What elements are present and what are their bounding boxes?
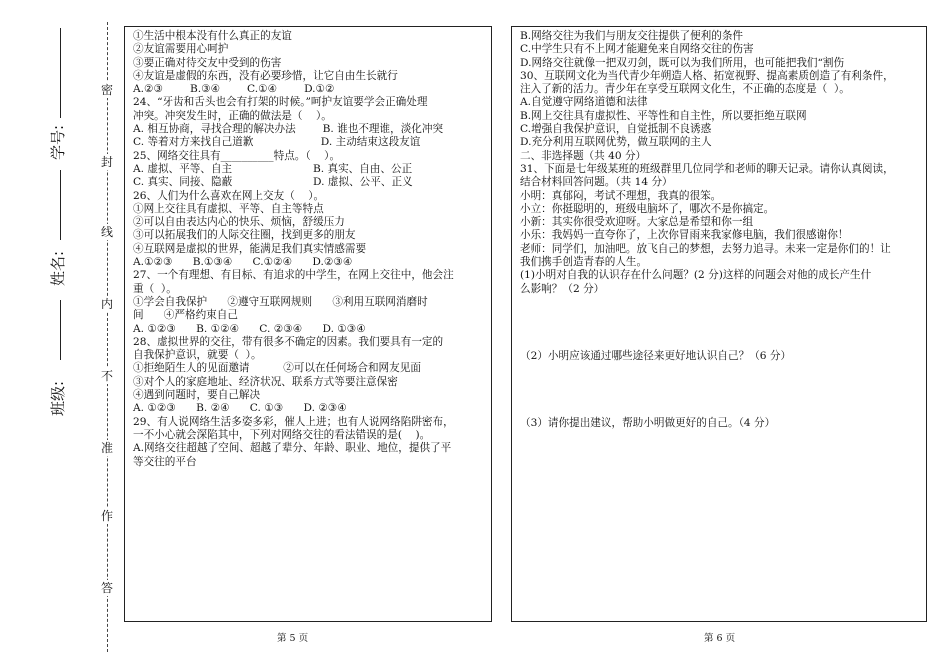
answer-options: A. 虚拟、平等、自主 B. 真实、自由、公正 xyxy=(133,162,413,175)
answer-options: A.①②③ B.①③④ C.①②④ D.②③④ xyxy=(133,256,353,269)
question-line: ①生活中根本没有什么真正的友谊 xyxy=(133,30,292,42)
seal-dashed-line xyxy=(107,22,109,652)
exam-page-right xyxy=(511,26,927,622)
answer-options: A. 相互协商，寻找合理的解决办法 B. 谁也不理谁，淡化冲突 xyxy=(133,123,444,136)
student-id-label: 学号: xyxy=(49,124,68,161)
question-line: ②友谊需要用心呵护 xyxy=(133,43,229,56)
question-line: ③可以拓展我们的人际交往圈，找到更多的朋友 xyxy=(133,229,356,242)
chat-line: 小新：其实你很受欢迎呀。大家总是希望和你一组 xyxy=(520,216,754,229)
answer-options: A. ①②③ B. ①②④ C. ②③④ D. ①③④ xyxy=(133,322,366,335)
seal-char: 作 xyxy=(96,508,118,524)
answer-option: D.充分利用互联网优势，做互联网的主人 xyxy=(520,136,712,149)
chat-line: 小立：你挺聪明的，班级电脑坏了，哪次不是你搞定。 xyxy=(520,202,775,215)
seal-char: 封 xyxy=(96,154,118,170)
question-line: ④友谊是虚假的东西，没有必要珍惜，让它自由生长就行 xyxy=(133,69,398,82)
class-label: 班级: xyxy=(49,380,68,417)
name-label: 姓名: xyxy=(49,250,68,287)
question-line: 24、“牙齿和舌头也会有打架的时候。”呵护友谊要学会正确处理 xyxy=(133,96,428,109)
question-line: 结合材料回答问题。（共 14 分） xyxy=(520,176,673,189)
question-line: 间 ④严格约束自己 xyxy=(133,309,238,322)
student-id-blank-line xyxy=(60,28,61,118)
class-blank-line xyxy=(60,300,61,360)
sub-question: (1)小明对自我的认识存在什么问题？(2 分)这样的问题会对他的成长产生什 xyxy=(520,269,872,282)
chat-line: 我们携手创造青春的人生。 xyxy=(520,256,648,269)
page-number-right: 第 6 页 xyxy=(704,633,736,644)
name-blank-line xyxy=(60,170,61,240)
answer-space xyxy=(520,363,918,417)
question-line: 27、一个有理想、有目标、有追求的中学生，在网上交往中，他会注 xyxy=(133,269,454,282)
question-line: 26、人们为什么喜欢在网上交友（ ）。 xyxy=(133,189,325,202)
question-line: 冲突。冲突发生时，正确的做法是（ ）。 xyxy=(133,109,332,122)
sub-question: 么影响？（2 分） xyxy=(520,282,605,295)
seal-char: 线 xyxy=(96,224,118,240)
question-line: 25、网络交往具有__________特点。（ ）。 xyxy=(133,149,341,162)
question-line: 30、互联网文化为当代青少年朔造人格、拓宽视野、提高素质创造了有利条件， xyxy=(520,69,894,82)
answer-space xyxy=(520,296,918,350)
question-line: D.网络交往就像一把双刃剑，既可以为我们所用，也可能把我们“割伤 xyxy=(520,56,845,69)
exam-page-left xyxy=(124,26,492,622)
question-line: ③要正确对待交友中受到的伤害 xyxy=(133,56,282,69)
question-line: 注入了新的活力。青少年在享受互联网文化生，不正确的态度是（ ）。 xyxy=(520,83,850,96)
answer-option: B.网上交往具有虚拟性、平等性和自主性，所以要拒绝互联网 xyxy=(520,109,807,122)
sub-question-2: （2）小明应该通过哪些途径来更好地认识自己？（6 分） xyxy=(520,349,792,362)
answer-options: A.②③ B.③④ C.①④ D.①② xyxy=(133,83,335,96)
question-line: ①网上交往具有虚拟、平等、自主等特点 xyxy=(133,202,324,215)
question-line: 自我保护意识，就要（ ）。 xyxy=(133,349,262,362)
question-line: 29、有人说网络生活多姿多彩，催人上进；也有人说网络陷阱密布， xyxy=(133,415,454,428)
question-line: ④遇到问题时，要自己解决 xyxy=(133,389,261,402)
chat-line: 小明：真郁闷，考试不理想，我真的很笨。 xyxy=(520,189,722,202)
question-line: 一不小心就会深陷其中，下列对网络交往的看法错误的是( )。 xyxy=(133,428,431,441)
page-number-left: 第 5 页 xyxy=(277,633,309,644)
question-line: 重（ ）。 xyxy=(133,282,177,295)
seal-char: 准 xyxy=(96,440,118,456)
answer-options: C. 等着对方来找自己道歉 D. 主动结束这段友谊 xyxy=(133,136,421,149)
answer-options: C. 真实、同接、隐蔽 D. 虚拟、公平、正义 xyxy=(133,176,413,189)
question-line: C.中学生只有不上网才能避免来自网络交往的伤害 xyxy=(520,43,754,56)
seal-char: 答 xyxy=(96,580,118,596)
chat-line: 小乐：我妈妈一直夸你了，上次你冒雨来我家修电脑，我们很感谢你！ xyxy=(520,229,849,242)
question-line: B.网络交往为我们与朋友交往提供了便利的条件 xyxy=(520,30,744,42)
question-line: 31、下面是七年级某班的班级群里几位同学和老师的聊天记录。请你认真阅读， xyxy=(520,162,894,175)
question-line: ④互联网是虚拟的世界，能满足我们真实情感需要 xyxy=(133,242,367,255)
sub-question-3: （3）请你提出建议，帮助小明做更好的自己。（4 分） xyxy=(520,417,776,430)
question-line: ③对个人的家庭地址、经济状况、联系方式等要注意保密 xyxy=(133,375,398,388)
question-line: ②可以自由表达内心的快乐、烦恼，舒缓压力 xyxy=(133,216,345,229)
seal-char: 不 xyxy=(96,368,118,384)
question-line: 等交往的平台 xyxy=(133,455,197,468)
question-line: ①拒绝陌生人的见面邀请 ②可以在任何场合和网友见面 xyxy=(133,362,421,375)
question-line: 28、虚拟世界的交往，带有很多不确定的因素。我们要具有一定的 xyxy=(133,335,444,348)
seal-char: 内 xyxy=(96,296,118,312)
binding-margin xyxy=(0,0,118,672)
section-heading: 二、非选择题（共 40 分） xyxy=(520,149,647,162)
answer-option: C.增强自我保护意识，自觉抵制不良诱惑 xyxy=(520,123,712,136)
answer-option: A.自觉遵守网络道德和法律 xyxy=(520,96,648,109)
question-line: A.网络交往超越了空间、超越了辈分、年龄、职业、地位，提供了平 xyxy=(133,442,452,455)
answer-options: A. ①②③ B. ②④ C. ①③ D. ②③④ xyxy=(133,402,347,415)
seal-char: 密 xyxy=(96,82,118,98)
chat-line: 老师：同学们，加油吧。放飞自己的梦想，去努力追寻。未来一定是你们的！让 xyxy=(520,242,891,255)
question-line: ①学会自我保护 ②遵守互联网规则 ③利用互联网消磨时 xyxy=(133,295,428,308)
